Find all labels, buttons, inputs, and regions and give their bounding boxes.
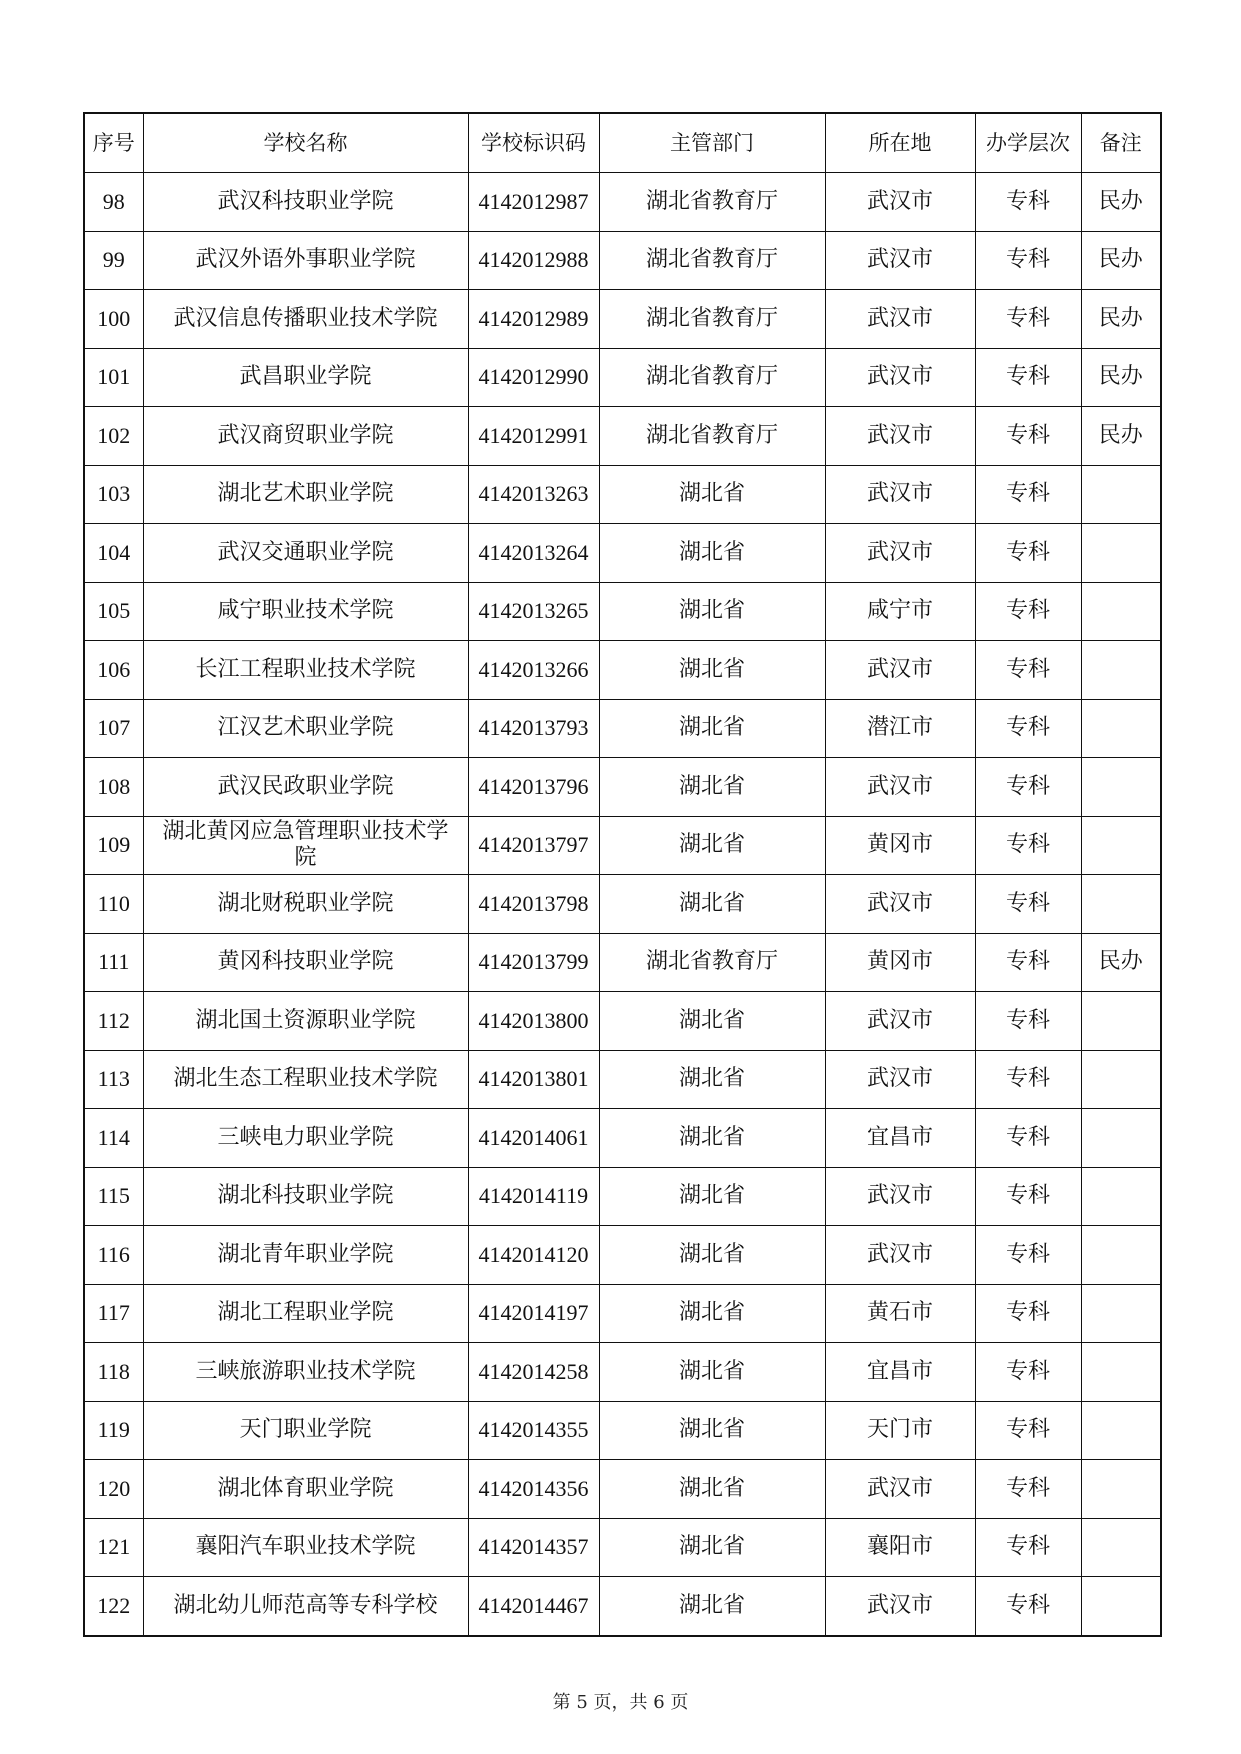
cell-school-name: 武汉商贸职业学院 <box>143 407 468 466</box>
cell-note <box>1081 1343 1161 1402</box>
cell-school-name: 湖北青年职业学院 <box>143 1226 468 1285</box>
schools-table-container <box>83 112 1160 1637</box>
cell-serial-number: 114 <box>84 1109 143 1168</box>
cell-serial-number: 104 <box>84 524 143 583</box>
cell-location: 武汉市 <box>825 231 975 290</box>
cell-department: 湖北省教育厅 <box>599 348 825 407</box>
cell-school-name: 江汉艺术职业学院 <box>143 699 468 758</box>
cell-location: 武汉市 <box>825 1460 975 1519</box>
table-row <box>84 1167 1161 1226</box>
cell-department: 湖北省 <box>599 1109 825 1168</box>
cell-department: 湖北省 <box>599 641 825 700</box>
cell-school-code: 4142012990 <box>468 348 599 407</box>
cell-school-code: 4142013263 <box>468 465 599 524</box>
cell-department: 湖北省 <box>599 465 825 524</box>
table-header-row <box>84 113 1161 173</box>
cell-note <box>1081 465 1161 524</box>
cell-level: 专科 <box>975 524 1081 583</box>
cell-location: 武汉市 <box>825 1577 975 1636</box>
cell-serial-number: 101 <box>84 348 143 407</box>
cell-note <box>1081 1167 1161 1226</box>
cell-serial-number: 110 <box>84 875 143 934</box>
header-department: 主管部门 <box>599 113 825 173</box>
cell-school-code: 4142013801 <box>468 1050 599 1109</box>
cell-school-name: 湖北财税职业学院 <box>143 875 468 934</box>
cell-location: 黄冈市 <box>825 816 975 875</box>
cell-school-code: 4142013264 <box>468 524 599 583</box>
cell-department: 湖北省 <box>599 582 825 641</box>
cell-level: 专科 <box>975 816 1081 875</box>
table-row <box>84 933 1161 992</box>
cell-note: 民办 <box>1081 290 1161 349</box>
cell-school-code: 4142014061 <box>468 1109 599 1168</box>
table-row <box>84 1460 1161 1519</box>
cell-note: 民办 <box>1081 933 1161 992</box>
page-footer: 第 5 页，共 6 页 <box>552 1692 689 1713</box>
cell-school-code: 4142013798 <box>468 875 599 934</box>
cell-school-name: 湖北工程职业学院 <box>143 1284 468 1343</box>
cell-department: 湖北省教育厅 <box>599 173 825 232</box>
cell-location: 武汉市 <box>825 407 975 466</box>
header-school-code: 学校标识码 <box>468 113 599 173</box>
cell-note <box>1081 1518 1161 1577</box>
table-row <box>84 1226 1161 1285</box>
cell-school-name: 湖北科技职业学院 <box>143 1167 468 1226</box>
cell-note <box>1081 1577 1161 1636</box>
cell-serial-number: 107 <box>84 699 143 758</box>
cell-level: 专科 <box>975 231 1081 290</box>
cell-level: 专科 <box>975 1167 1081 1226</box>
cell-department: 湖北省 <box>599 1401 825 1460</box>
cell-school-name: 湖北黄冈应急管理职业技术学院 <box>143 816 468 875</box>
table-row <box>84 1518 1161 1577</box>
cell-serial-number: 115 <box>84 1167 143 1226</box>
header-location: 所在地 <box>825 113 975 173</box>
cell-school-name: 武汉外语外事职业学院 <box>143 231 468 290</box>
cell-location: 襄阳市 <box>825 1518 975 1577</box>
cell-level: 专科 <box>975 641 1081 700</box>
cell-school-code: 4142014119 <box>468 1167 599 1226</box>
cell-location: 武汉市 <box>825 992 975 1051</box>
cell-department: 湖北省教育厅 <box>599 407 825 466</box>
cell-note: 民办 <box>1081 348 1161 407</box>
cell-location: 咸宁市 <box>825 582 975 641</box>
cell-note: 民办 <box>1081 173 1161 232</box>
cell-serial-number: 99 <box>84 231 143 290</box>
cell-level: 专科 <box>975 699 1081 758</box>
cell-note: 民办 <box>1081 407 1161 466</box>
cell-school-code: 4142013800 <box>468 992 599 1051</box>
cell-school-code: 4142014120 <box>468 1226 599 1285</box>
cell-level: 专科 <box>975 992 1081 1051</box>
cell-department: 湖北省 <box>599 758 825 817</box>
header-note: 备注 <box>1081 113 1161 173</box>
cell-department: 湖北省 <box>599 816 825 875</box>
cell-school-name: 湖北生态工程职业技术学院 <box>143 1050 468 1109</box>
header-school-name: 学校名称 <box>143 113 468 173</box>
cell-serial-number: 112 <box>84 992 143 1051</box>
table-row <box>84 1577 1161 1636</box>
cell-location: 宜昌市 <box>825 1343 975 1402</box>
cell-note <box>1081 758 1161 817</box>
cell-school-code: 4142013266 <box>468 641 599 700</box>
cell-location: 武汉市 <box>825 290 975 349</box>
cell-school-name: 湖北艺术职业学院 <box>143 465 468 524</box>
cell-serial-number: 121 <box>84 1518 143 1577</box>
cell-level: 专科 <box>975 407 1081 466</box>
table-row <box>84 1050 1161 1109</box>
schools-table <box>83 112 1162 1637</box>
header-serial-number: 序号 <box>84 113 143 173</box>
cell-note <box>1081 699 1161 758</box>
cell-location: 武汉市 <box>825 758 975 817</box>
cell-note <box>1081 816 1161 875</box>
cell-location: 武汉市 <box>825 348 975 407</box>
cell-note <box>1081 582 1161 641</box>
cell-location: 潜江市 <box>825 699 975 758</box>
cell-school-code: 4142013793 <box>468 699 599 758</box>
cell-school-name: 湖北体育职业学院 <box>143 1460 468 1519</box>
cell-school-name: 三峡旅游职业技术学院 <box>143 1343 468 1402</box>
cell-school-code: 4142014356 <box>468 1460 599 1519</box>
cell-location: 武汉市 <box>825 465 975 524</box>
cell-note <box>1081 875 1161 934</box>
cell-level: 专科 <box>975 1460 1081 1519</box>
cell-level: 专科 <box>975 1343 1081 1402</box>
cell-department: 湖北省教育厅 <box>599 933 825 992</box>
cell-school-name: 长江工程职业技术学院 <box>143 641 468 700</box>
cell-serial-number: 122 <box>84 1577 143 1636</box>
cell-serial-number: 109 <box>84 816 143 875</box>
cell-location: 黄石市 <box>825 1284 975 1343</box>
cell-note <box>1081 1050 1161 1109</box>
cell-location: 天门市 <box>825 1401 975 1460</box>
cell-note <box>1081 1226 1161 1285</box>
cell-note <box>1081 1460 1161 1519</box>
cell-level: 专科 <box>975 1401 1081 1460</box>
cell-school-code: 4142014258 <box>468 1343 599 1402</box>
table-row <box>84 699 1161 758</box>
cell-serial-number: 118 <box>84 1343 143 1402</box>
cell-school-name: 湖北国土资源职业学院 <box>143 992 468 1051</box>
cell-level: 专科 <box>975 1226 1081 1285</box>
cell-school-name: 武汉交通职业学院 <box>143 524 468 583</box>
table-row <box>84 1401 1161 1460</box>
cell-level: 专科 <box>975 758 1081 817</box>
cell-department: 湖北省教育厅 <box>599 290 825 349</box>
cell-note <box>1081 524 1161 583</box>
cell-school-code: 4142014355 <box>468 1401 599 1460</box>
cell-serial-number: 119 <box>84 1401 143 1460</box>
cell-level: 专科 <box>975 1050 1081 1109</box>
table-row <box>84 173 1161 232</box>
cell-serial-number: 98 <box>84 173 143 232</box>
table-row <box>84 1343 1161 1402</box>
table-row <box>84 582 1161 641</box>
cell-serial-number: 111 <box>84 933 143 992</box>
cell-school-code: 4142014467 <box>468 1577 599 1636</box>
cell-department: 湖北省 <box>599 1460 825 1519</box>
cell-school-name: 三峡电力职业学院 <box>143 1109 468 1168</box>
cell-location: 黄冈市 <box>825 933 975 992</box>
table-row <box>84 231 1161 290</box>
cell-level: 专科 <box>975 465 1081 524</box>
table-body <box>84 173 1161 1636</box>
table-row <box>84 875 1161 934</box>
cell-department: 湖北省 <box>599 1518 825 1577</box>
cell-serial-number: 105 <box>84 582 143 641</box>
cell-school-code: 4142013797 <box>468 816 599 875</box>
cell-note <box>1081 1401 1161 1460</box>
cell-note <box>1081 1284 1161 1343</box>
cell-level: 专科 <box>975 348 1081 407</box>
cell-location: 宜昌市 <box>825 1109 975 1168</box>
cell-school-code: 4142012988 <box>468 231 599 290</box>
table-row <box>84 758 1161 817</box>
cell-serial-number: 102 <box>84 407 143 466</box>
cell-level: 专科 <box>975 875 1081 934</box>
table-row <box>84 641 1161 700</box>
cell-location: 武汉市 <box>825 524 975 583</box>
table-row <box>84 290 1161 349</box>
cell-department: 湖北省 <box>599 1226 825 1285</box>
table-row <box>84 524 1161 583</box>
cell-school-code: 4142013265 <box>468 582 599 641</box>
cell-serial-number: 108 <box>84 758 143 817</box>
cell-level: 专科 <box>975 582 1081 641</box>
cell-level: 专科 <box>975 1518 1081 1577</box>
cell-department: 湖北省 <box>599 1050 825 1109</box>
cell-school-name: 湖北幼儿师范高等专科学校 <box>143 1577 468 1636</box>
table-row <box>84 1284 1161 1343</box>
cell-serial-number: 106 <box>84 641 143 700</box>
table-row <box>84 348 1161 407</box>
cell-department: 湖北省 <box>599 1167 825 1226</box>
cell-serial-number: 100 <box>84 290 143 349</box>
table-row <box>84 407 1161 466</box>
cell-level: 专科 <box>975 290 1081 349</box>
table-row <box>84 816 1161 875</box>
cell-note <box>1081 992 1161 1051</box>
cell-school-name: 咸宁职业技术学院 <box>143 582 468 641</box>
cell-level: 专科 <box>975 933 1081 992</box>
cell-school-code: 4142014357 <box>468 1518 599 1577</box>
cell-department: 湖北省 <box>599 1343 825 1402</box>
cell-school-code: 4142012991 <box>468 407 599 466</box>
cell-location: 武汉市 <box>825 875 975 934</box>
table-row <box>84 992 1161 1051</box>
cell-school-code: 4142013799 <box>468 933 599 992</box>
cell-serial-number: 103 <box>84 465 143 524</box>
cell-note <box>1081 1109 1161 1168</box>
table-row <box>84 465 1161 524</box>
cell-serial-number: 117 <box>84 1284 143 1343</box>
cell-school-name: 武汉民政职业学院 <box>143 758 468 817</box>
cell-school-name: 襄阳汽车职业技术学院 <box>143 1518 468 1577</box>
cell-department: 湖北省 <box>599 1577 825 1636</box>
cell-department: 湖北省 <box>599 699 825 758</box>
cell-school-code: 4142012989 <box>468 290 599 349</box>
cell-location: 武汉市 <box>825 1167 975 1226</box>
cell-level: 专科 <box>975 1109 1081 1168</box>
cell-school-name: 武汉信息传播职业技术学院 <box>143 290 468 349</box>
cell-school-name: 天门职业学院 <box>143 1401 468 1460</box>
cell-school-name: 武昌职业学院 <box>143 348 468 407</box>
cell-department: 湖北省 <box>599 875 825 934</box>
header-level: 办学层次 <box>975 113 1081 173</box>
table-row <box>84 1109 1161 1168</box>
cell-department: 湖北省 <box>599 1284 825 1343</box>
cell-level: 专科 <box>975 1577 1081 1636</box>
cell-serial-number: 120 <box>84 1460 143 1519</box>
cell-location: 武汉市 <box>825 1226 975 1285</box>
cell-note: 民办 <box>1081 231 1161 290</box>
cell-school-code: 4142013796 <box>468 758 599 817</box>
cell-note <box>1081 641 1161 700</box>
cell-school-name: 黄冈科技职业学院 <box>143 933 468 992</box>
cell-school-name: 武汉科技职业学院 <box>143 173 468 232</box>
cell-department: 湖北省 <box>599 524 825 583</box>
cell-department: 湖北省教育厅 <box>599 231 825 290</box>
cell-school-code: 4142014197 <box>468 1284 599 1343</box>
cell-serial-number: 113 <box>84 1050 143 1109</box>
cell-level: 专科 <box>975 173 1081 232</box>
cell-department: 湖北省 <box>599 992 825 1051</box>
cell-serial-number: 116 <box>84 1226 143 1285</box>
cell-school-code: 4142012987 <box>468 173 599 232</box>
cell-location: 武汉市 <box>825 1050 975 1109</box>
cell-location: 武汉市 <box>825 173 975 232</box>
cell-location: 武汉市 <box>825 641 975 700</box>
cell-level: 专科 <box>975 1284 1081 1343</box>
